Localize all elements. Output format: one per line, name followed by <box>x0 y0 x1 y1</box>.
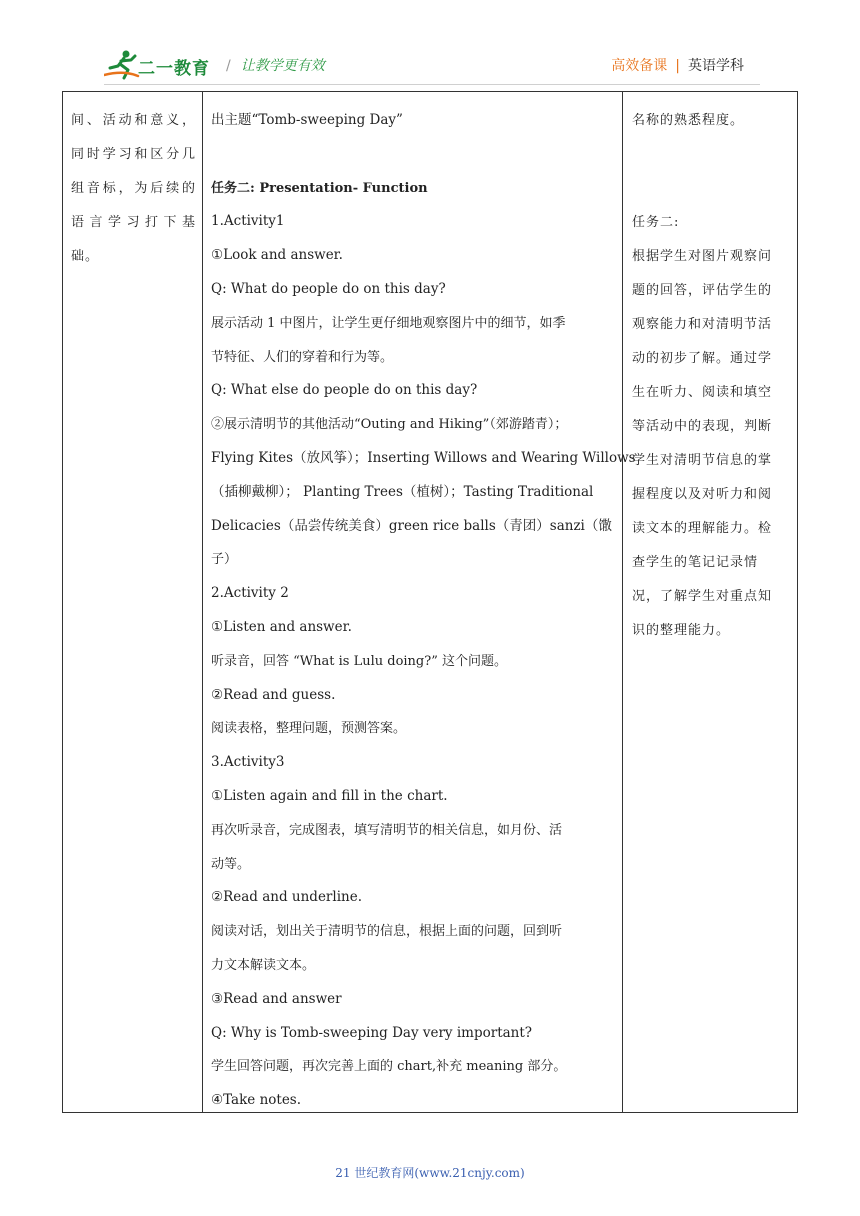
spacer <box>211 138 614 172</box>
activity-line: 展示活动 1 中图片，让学生更仔细地观察图片中的细节，如季 <box>211 315 566 331</box>
assessment-line: 握程度以及对听力和阅 <box>632 487 773 502</box>
activity-line: 出主题“Tomb-sweeping Day” <box>211 112 403 128</box>
assessment-line: 识的整理能力。 <box>632 623 731 638</box>
column-activities <box>203 92 636 1112</box>
activity-line: 学生回答问题，再次完善上面的 chart,补充 meaning 部分。 <box>211 1059 567 1075</box>
assessment-line: 生在听力、阅读和填空 <box>632 385 773 400</box>
column-assessment <box>623 92 799 1112</box>
tag-efficient-prep: 高效备课 <box>611 58 668 74</box>
page-header <box>0 0 860 92</box>
tag-subject: 英语学科 <box>688 58 744 74</box>
activity-line: 再次听录音，完成图表，填写清明节的相关信息，如月份、活 <box>211 822 563 838</box>
activity-line: Q: Why is Tomb-sweeping Day very important? <box>211 1024 533 1041</box>
assessment-line: 名称的熟悉程度。 <box>632 113 745 128</box>
slogan-text: 让教学更有效 <box>240 58 325 74</box>
activity-line: ②Read and guess. <box>211 686 336 703</box>
header-divider <box>104 84 760 85</box>
slogan: / 让教学更有效 <box>226 58 325 74</box>
activity-line: 1.Activity1 <box>211 213 285 230</box>
assessment-line: 观察能力和对清明节活 <box>632 317 773 332</box>
activity-line: 力文本解读文本。 <box>211 957 316 973</box>
activity-line: ②Read and underline. <box>211 889 362 906</box>
activity-line: ①Listen again and fill in the chart. <box>211 787 448 804</box>
activity-line: 子） <box>211 552 238 568</box>
assessment-line: 等活动中的表现，判断 <box>632 419 773 434</box>
activity-line: 2.Activity 2 <box>211 585 289 602</box>
objective-line: 础。 <box>71 249 100 264</box>
tag-separator: | <box>675 58 680 74</box>
objective-line: 语言学习打下基 <box>71 215 196 230</box>
activity-line: ②展示清明节的其他活动“Outing and Hiking”（郊游踏青）； <box>211 417 568 433</box>
activity-line: 阅读对话，划出关于清明节的信息，根据上面的问题，回到听 <box>211 924 563 940</box>
activity-line: ①Look and answer. <box>211 247 343 264</box>
objective-line: 同时学习和区分几 <box>71 147 196 162</box>
assessment-line: 题的回答，评估学生的 <box>632 283 773 298</box>
lesson-table <box>62 91 798 1113</box>
activity-line: 节特征、人们的穿着和行为等。 <box>211 349 394 365</box>
header-tags <box>611 55 744 75</box>
activity-line: （插柳戴柳）； Planting Trees（植树）；Tasting Traditional <box>211 483 594 500</box>
logo-text: 二一教育 <box>138 59 210 79</box>
assessment-line: 根据学生对图片观察问 <box>632 249 773 264</box>
assessment-line: 学生对清明节信息的掌 <box>632 453 773 468</box>
assessment-line: 读文本的理解能力。检 <box>632 521 773 536</box>
assessment-line: 动的初步了解。通过学 <box>632 351 773 366</box>
task-heading: 任务二: Presentation- Function <box>211 180 428 196</box>
activity-line: ①Listen and answer. <box>211 618 352 635</box>
activity-line: Flying Kites（放风筝）；Inserting Willows and Wearing Willows <box>211 449 636 466</box>
activity-line: Delicacies（品尝传统美食）green rice balls（青团）sanzi（馓 <box>211 517 612 534</box>
activity-line: ③Read and answer <box>211 990 342 1007</box>
assessment-line: 查学生的笔记记录情 <box>632 555 759 570</box>
activity-line: 听录音，回答 “What is Lulu doing?” 这个问题。 <box>211 653 507 669</box>
activity-line: 3.Activity3 <box>211 754 285 771</box>
activity-line: Q: What do people do on this day? <box>211 280 446 297</box>
activity-line: 阅读表格，整理问题，预测答案。 <box>211 721 407 737</box>
activity-line: ④Take notes. <box>211 1092 302 1109</box>
column-objectives <box>63 92 203 1112</box>
assessment-task-label: 任务二: <box>632 215 680 230</box>
activity-line: 动等。 <box>211 856 251 872</box>
assessment-line: 况，了解学生对重点知 <box>632 589 773 604</box>
page-footer: 21 世纪教育网(www.21cnjy.com) <box>335 1166 525 1180</box>
activity-line: Q: What else do people do on this day? <box>211 382 478 399</box>
objective-line: 组音标，为后续的 <box>71 181 196 196</box>
objective-line: 间、活动和意义， <box>71 113 196 128</box>
